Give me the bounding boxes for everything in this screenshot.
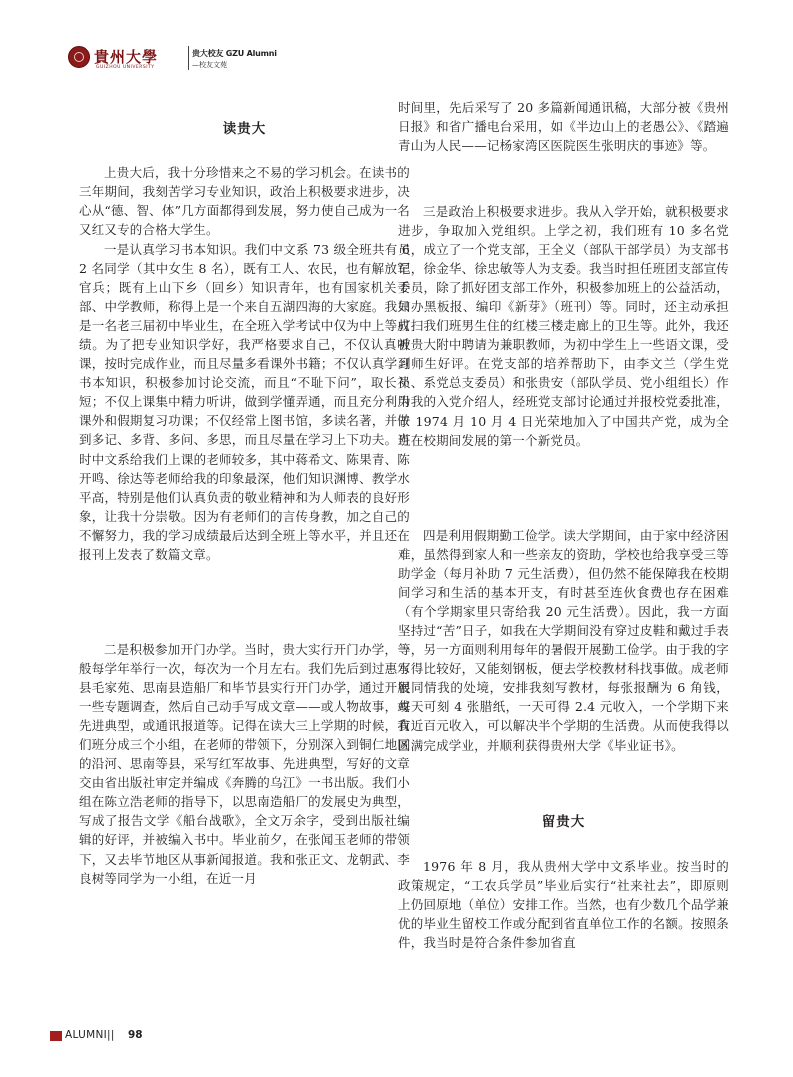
paragraph-work-study: 四是利用假期勤工俭学。读大学期间，由于家中经济困难，虽然得到家人和一些亲友的资助，学校也给我享受三等助学金（每月补助 7 元生活费），但仍然不能保障我在校期间学习和生活的基本开支，有时甚至连伙食费也存在困难（有个学期家里只寄给我 20 元生活费）。因此，我一方面坚持过“苦”日子，如我在大学期间没有穿过皮鞋和戴过手表等，另一方面则利用每年的暑假开展勤工俭学。由于我的字写得比较好，又能刻钢板，便去学校教材科找事做。成老师很同情我的处境，安排我刻写教材，每张报酬为 6 角钱，每天可刻 4 张腊纸，一天可得 2.4 元收入，一个学期下来有近百元收入，可以解决半个学期的生活费。从而使我得以圆满完成学业，并顺利获得贵州大学《毕业证书》。 xyxy=(398,528,729,753)
university-seal-icon xyxy=(68,46,90,68)
page-number: 98 xyxy=(128,1029,143,1041)
footer-label: ALUMNI|| xyxy=(65,1029,115,1041)
header-section-label: 贵大校友 GZU Alumni xyxy=(192,49,277,58)
paragraph-open-school: 二是积极参加开门办学。当时，贵大实行开门办学，一般每学年举行一次，每次为一个月左右。我们先后到过惠水县毛家苑、思南县造船厂和毕节县实行开门办学，通过开展一些专题调查，然后自己动手写成文章——或人物故事，或先进典型，或通讯报道等。记得在读大三上学期的时候，我们班分成三个小组，在老师的带领下，分别深入到铜仁地区的沿河、思南等县，采写红军故事、先进典型，写好的文章交由省出版社审定并编成《奔腾的乌江》一书出版。我们小组在陈立浩老师的指导下，以思南造船厂的发展史为典型，写成了报告文学《船台战歌》，全文万余字，受到出版社编辑的好评，并被编入书中。毕业前夕，在张闻玉老师的带领下，又去毕节地区从事新闻报道。我和张正文、龙朝武、李良树等同学为一小组，在近一月 xyxy=(79,642,410,886)
header-divider xyxy=(188,46,189,70)
section-title-liu-guida: 留贵大 xyxy=(541,814,586,830)
footer-accent-bar xyxy=(50,1031,62,1041)
page-header xyxy=(68,44,368,76)
university-logo-text: 貴州大學 xyxy=(94,48,159,66)
paragraph-politics: 三是政治上积极要求进步。我从入学开始，就积极要求进步，争取加入党组织。上学之初，我们班有 10 多名党员，成立了一个党支部，王全义（部队干部学员）为支部书记，徐金华、徐忠敏等人为支委。我当时担任班团支部宣传委员，除了抓好团支部工作外，积极参加班上的公益活动，如办黑板报、编印《新芽》（班刊）等。同时，还主动承担打扫我们班男生住的红楼三楼走廊上的卫生等。此外，我还被贵大附中聘请为兼职教师，为初中学生上一些语文课，受到师生好评。在党支部的培养帮助下，由李文兰（学生党员、系党总支委员）和张贵安（部队学员、党小组组长）作为我的入党介绍人，经班党支部讨论通过并报校党委批准，于 1974 月 10 月 4 日光荣地加入了中国共产党，成为全班在校期间发展的第一个新党员。 xyxy=(398,204,729,448)
paragraph-intro: 上贵大后，我十分珍惜来之不易的学习机会。在读书的三年期间，我刻苦学习专业知识，政治上积极要求进步，决心从“德、智、体”几方面都得到发展，努力使自己成为一名又红又专的合格大学生。 xyxy=(79,165,410,238)
paragraph-news-reports: 时间里，先后采写了 20 多篇新闻通讯稿，大部分被《贵州日报》和省广播电台采用，如《半边山上的老愚公》、《踏遍青山为人民——记杨家湾区医院医生张明庆的事迹》等。 xyxy=(398,100,729,154)
paragraph-graduation: 1976 年 8 月，我从贵州大学中文系毕业。按当时的政策规定，“工农兵学员”毕业后实行“社来社去”，即原则上仍回原地（单位）安排工作。当然，也有少数几个品学兼优的毕业生留校工作或分配到省直单位工作的名额。按照条件，我当时是符合条件参加省直 xyxy=(398,859,729,951)
paragraph-study: 一是认真学习书本知识。我们中文系 73 级全班共有 62 名同学（其中女生 8 名），既有工人、农民，也有解放军官兵；既有上山下乡（回乡）知识青年，也有国家机关干部、中学教师，称得上是一个来自五湖四海的大家庭。我只是一名老三届初中毕业生，在全班入学考试中仅为中上等成绩。为了把专业知识学好，我严格要求自己，不仅认真听课，按时完成作业，而且尽量多看课外书籍；不仅认真学习书本知识，积极参加讨论交流，而且“不耻下问”，取长补短；不仅上课集中精力听讲，做到学懂弄通，而且充分利用课外和假期复习功课；不仅经常上图书馆，多读名著，并做到多记、多背、多问、多思，而且尽量在学习上下功夫。当时中文系给我们上课的老师较多，其中蒋希文、陈果青、陈开鸣、徐达等老师给我的印象最深，他们知识渊博、教学水平高，特别是他们认真负责的敬业精神和为人师表的良好形象，让我十分崇敬。因为有老师们的言传身教，加之自己的不懈努力，我的学习成绩最后达到全班上等水平，并且还在报刊上发表了数篇文章。 xyxy=(79,242,410,562)
section-title-du-guida: 读贵大 xyxy=(222,121,267,137)
university-logo-subtext: GUIZHOU UNIVERSITY xyxy=(96,65,155,70)
header-column-label: —校友文苑 xyxy=(192,61,227,69)
